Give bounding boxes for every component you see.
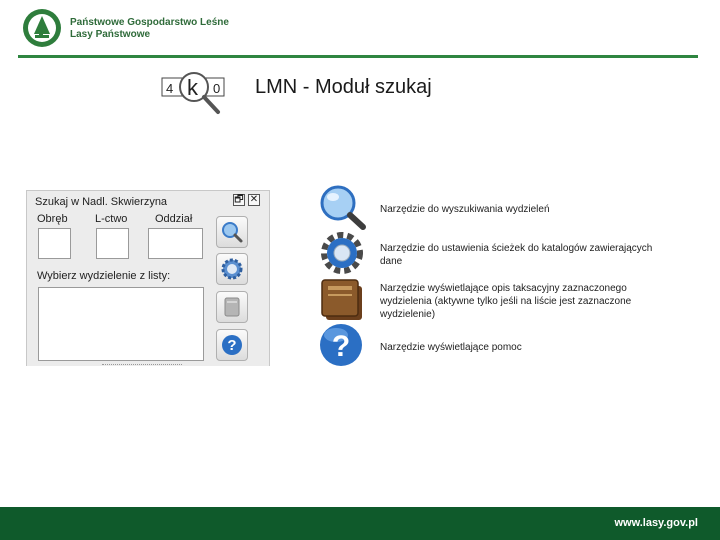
- help-icon: [220, 333, 244, 357]
- legend-icon-books: [318, 276, 368, 322]
- books-icon: [220, 295, 244, 319]
- close-button[interactable]: [248, 194, 260, 206]
- magnifier-icon: [220, 220, 244, 244]
- org-line-1: Państwowe Gospodarstwo Leśne: [70, 17, 229, 28]
- badge-right-digit: 0: [213, 81, 221, 96]
- legend-text-settings: Narzędzie do ustawienia ścieżek do katalogów zawierających dane: [380, 243, 653, 267]
- obreb-input[interactable]: [38, 228, 71, 259]
- footer-bar: [0, 507, 720, 540]
- svg-text:?: ?: [331, 330, 351, 363]
- gear-icon: [318, 230, 368, 276]
- legend-icon-gear: [318, 230, 368, 276]
- description-button[interactable]: [216, 291, 248, 323]
- legend-text-search: Narzędzie do wyszukiwania wydzieleń: [380, 204, 550, 215]
- search-dialog: [26, 190, 270, 366]
- help-icon: [318, 322, 368, 368]
- header-divider: [18, 55, 698, 58]
- settings-button[interactable]: [216, 253, 248, 285]
- oddzial-label: Oddział: [155, 213, 193, 225]
- search-button[interactable]: [216, 216, 248, 248]
- obreb-label: Obręb: [37, 213, 68, 225]
- organization-name: [70, 17, 229, 41]
- legend-text-description: Narzędzie wyświetlające opis taksacyjny zaznaczonego wydzielenia (aktywne tylko jeśli na liście jest zaznaczone wydzielenie): [380, 283, 632, 320]
- org-line-2: Lasy Państwowe: [70, 29, 151, 40]
- magnifier-icon: [318, 184, 368, 230]
- list-label: Wybierz wydzielenie z listy:: [37, 270, 171, 282]
- restore-button[interactable]: [233, 194, 245, 206]
- badge-left-digit: 4: [166, 81, 174, 96]
- page-title: LMN - Moduł szukaj: [255, 76, 432, 98]
- badge-letter: k: [187, 75, 198, 100]
- lctwo-input[interactable]: [96, 228, 129, 259]
- lasy-panstwowe-logo: [22, 8, 62, 48]
- legend-icon-magnifier: [318, 184, 368, 230]
- books-icon: [318, 276, 368, 322]
- footer-url[interactable]: www.lasy.gov.pl: [614, 517, 698, 529]
- help-button[interactable]: [216, 329, 248, 361]
- dialog-title: Szukaj w Nadl. Skwierzyna: [35, 196, 168, 208]
- search-module-logo: [160, 70, 230, 120]
- dialog-resize-edge: [102, 364, 182, 367]
- legend-text-help: Narzędzie wyświetlające pomoc: [380, 342, 522, 353]
- oddzial-input[interactable]: [148, 228, 203, 259]
- svg-text:?: ?: [227, 337, 237, 354]
- gear-icon: [220, 257, 244, 281]
- close-icon: ✕: [249, 194, 259, 205]
- wydzielenie-list[interactable]: [38, 287, 204, 361]
- lctwo-label: L-ctwo: [95, 213, 128, 225]
- legend-icon-help: [318, 322, 368, 368]
- restore-icon: 🗗: [234, 194, 244, 205]
